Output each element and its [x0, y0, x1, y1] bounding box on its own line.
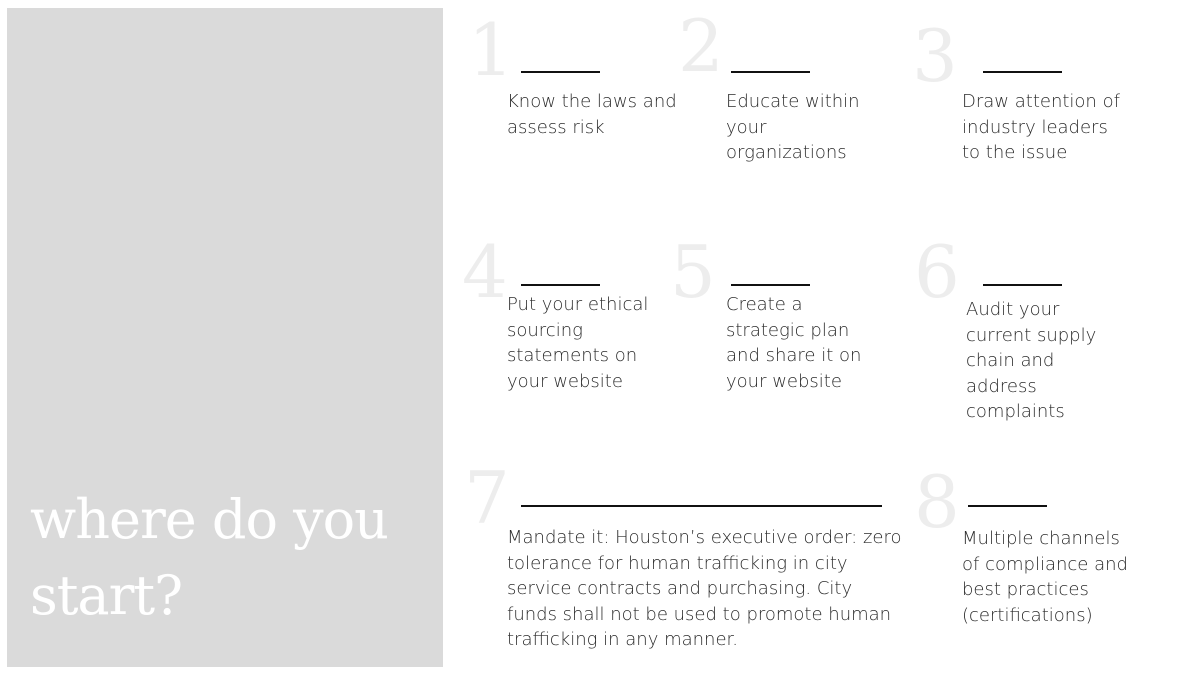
step-1-text: Know the laws and assess risk: [507, 91, 677, 138]
step-7-number: 7: [464, 456, 510, 540]
step-3-number: 3: [912, 14, 958, 98]
headline-line-1: where do you: [30, 488, 388, 551]
step-8-text: Multiple channels of compliance and best practices (certifications): [962, 528, 1128, 626]
step-7-rule: [521, 505, 882, 507]
step-8-rule: [968, 505, 1047, 507]
step-4-text: Put your ethical sourcing statements on your website: [507, 294, 649, 392]
headline: [30, 482, 388, 634]
step-7-text: Mandate it: Houston’s executive order: zero tolerance for human trafficking in city service contracts and purchasing. City funds shall not be used to promote human trafficking in any manner.: [507, 527, 902, 650]
step-4-number: 4: [462, 230, 508, 314]
step-6-rule: [983, 284, 1062, 286]
headline-line-2: start?: [30, 564, 183, 627]
step-6-text: Audit your current supply chain and address complaints: [966, 299, 1097, 422]
step-2-rule: [731, 71, 810, 73]
step-3-rule: [983, 71, 1062, 73]
step-5-text: Create a strategic plan and share it on your website: [726, 294, 862, 392]
step-4-rule: [521, 284, 600, 286]
step-2-number: 2: [678, 4, 724, 88]
step-5-rule: [731, 284, 810, 286]
step-8-number: 8: [914, 460, 960, 544]
step-5-number: 5: [670, 230, 716, 314]
step-2-text: Educate within your organizations: [726, 91, 860, 163]
step-3-text: Draw attention of industry leaders to the issue: [962, 91, 1120, 163]
step-1-number: 1: [468, 8, 514, 92]
step-1-rule: [521, 71, 600, 73]
step-6-number: 6: [914, 230, 960, 314]
